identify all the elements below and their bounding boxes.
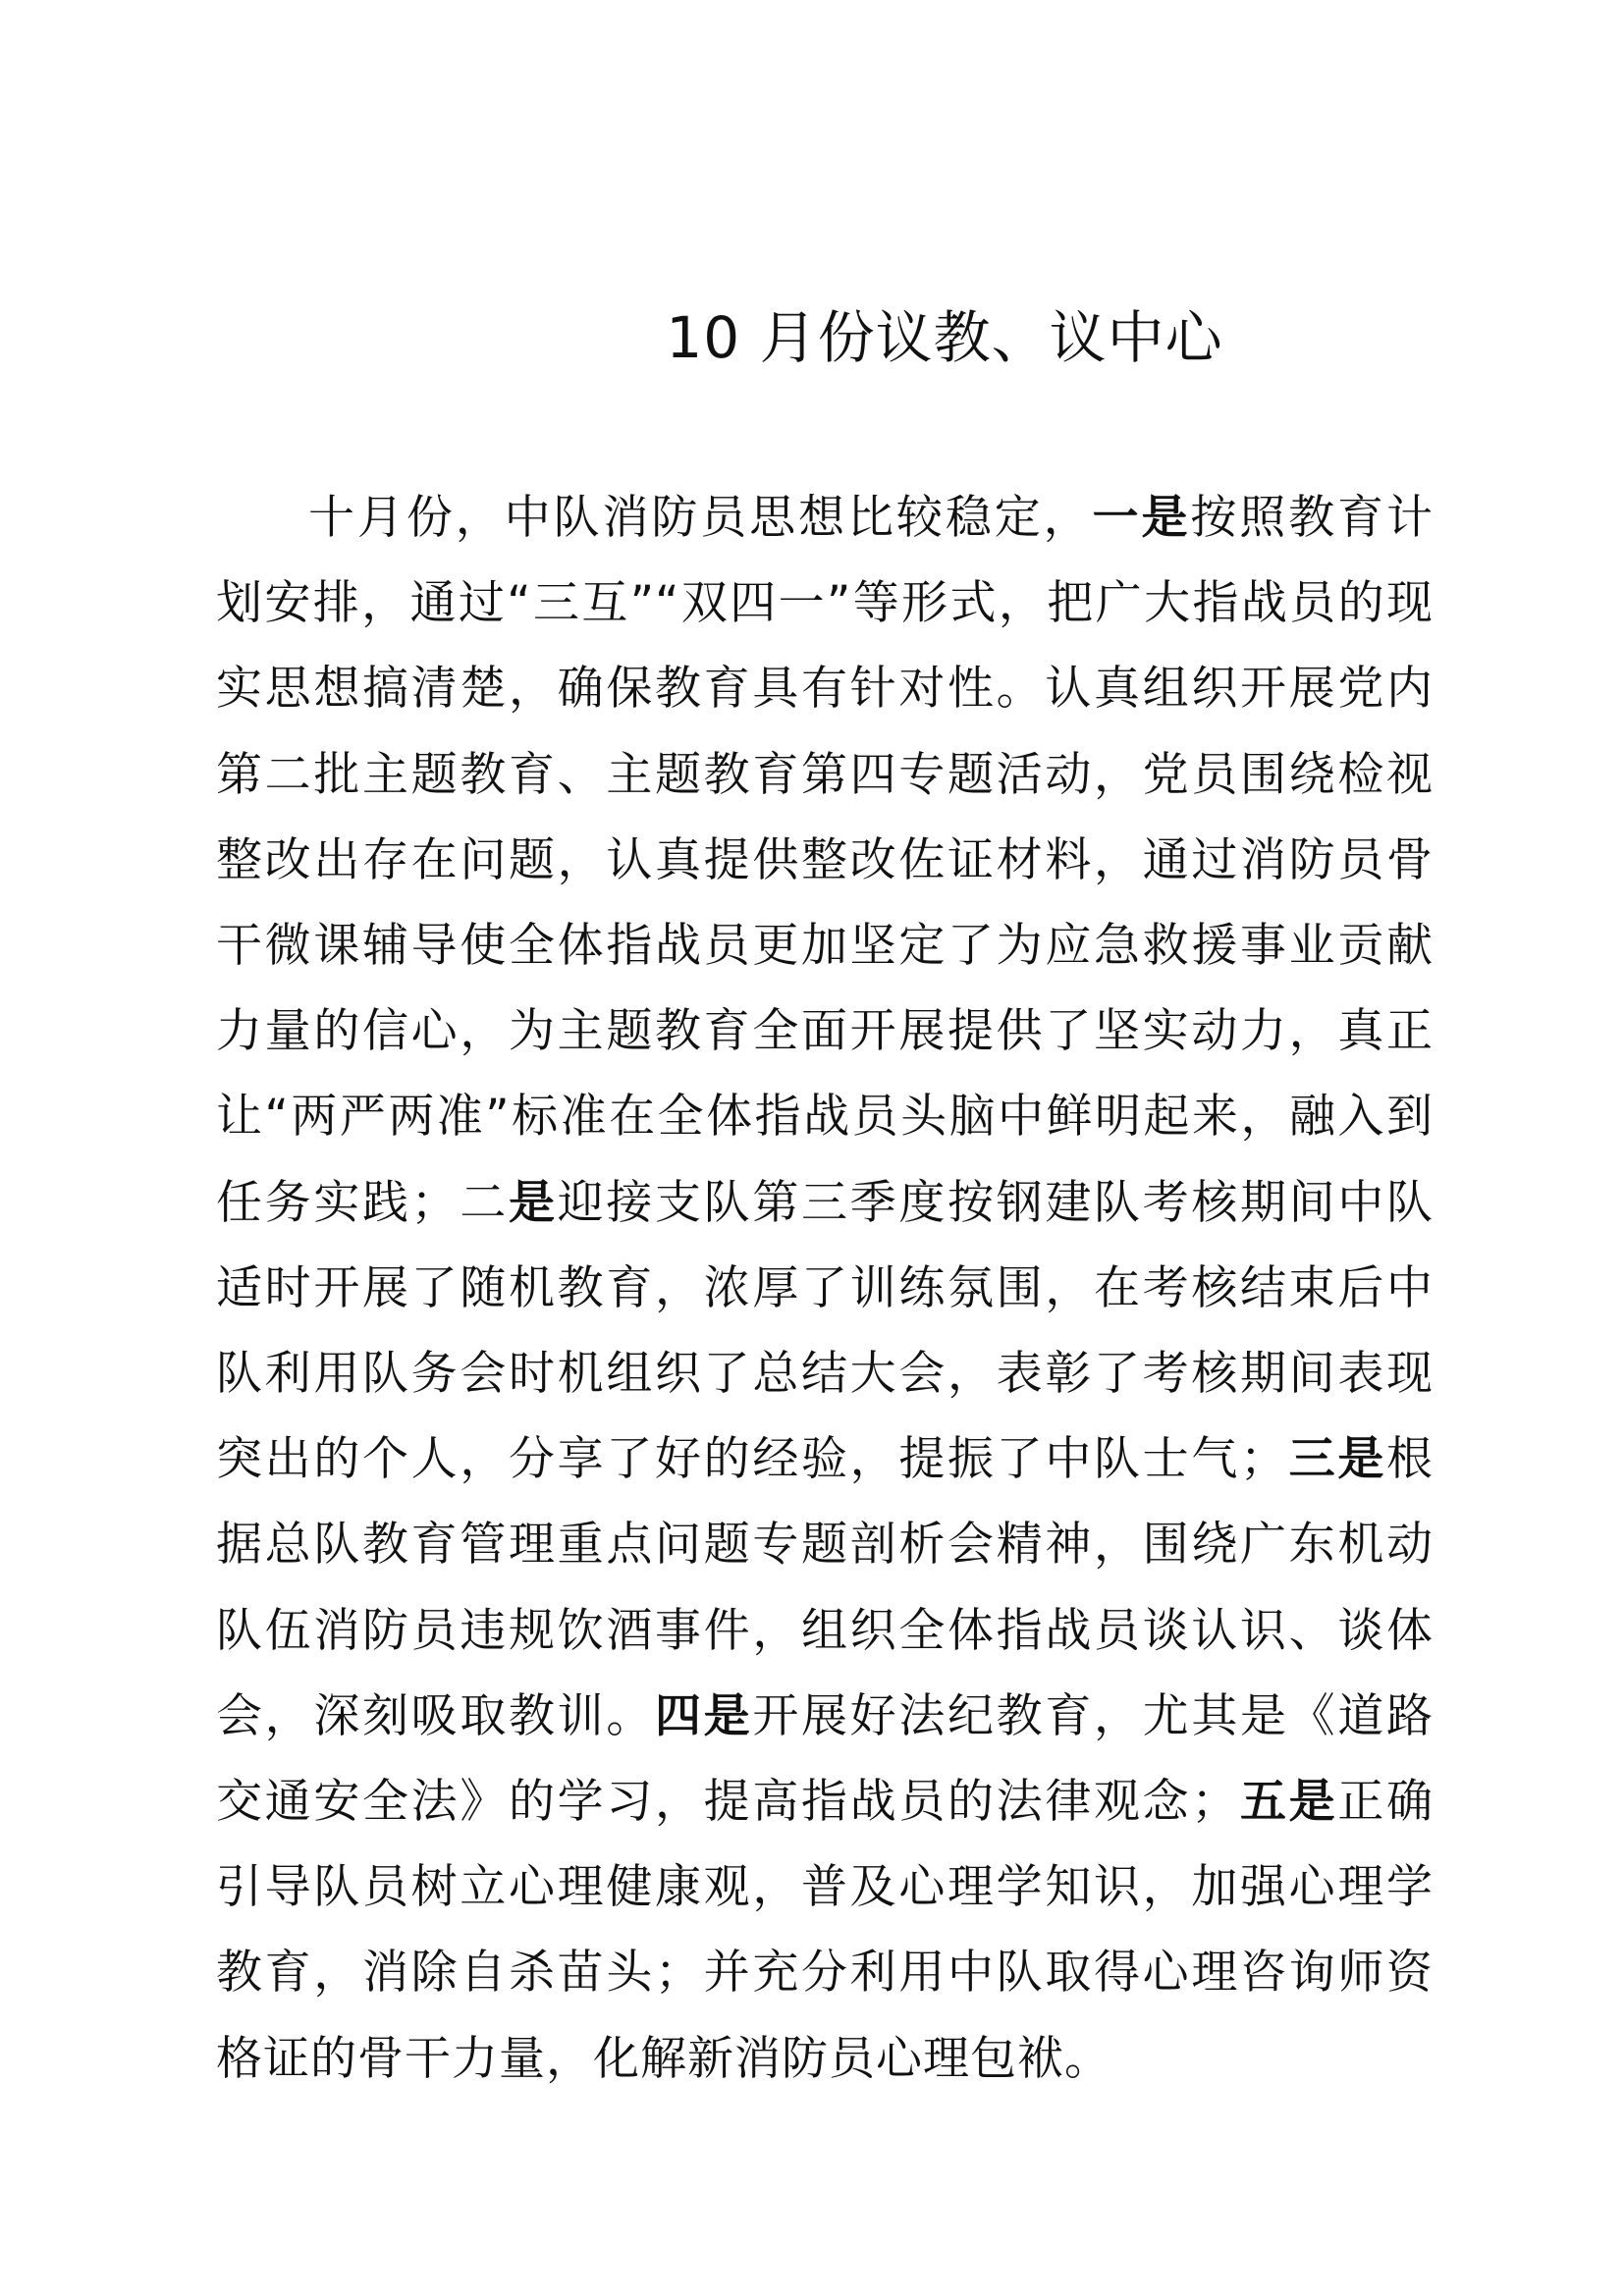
paragraph-run: 迎接支队第三季度按钢建队考核期间中队适时开展了随机教育，浓厚了训练氛围，在考核结束后中队利用队务会时机组织了总结大会，表彰了考核期间表现突出的个人，分享了好的经验，提振了中队士气；: [216, 1175, 1435, 1487]
paragraph-run-bold: 四是: [655, 1688, 753, 1743]
paragraph-run: 开展好法纪教育，尤其是《道路交通安全法》的学习，提高指战员的法律观念；: [216, 1688, 1435, 1830]
document-title: 10 月份议教、议中心: [666, 304, 1223, 371]
paragraph-run-bold: 五是: [1238, 1775, 1338, 1830]
paragraph-run-bold: 三是: [1287, 1432, 1387, 1487]
paragraph-run: 十月份，中队消防员思想比较稳定，: [308, 491, 1093, 545]
paragraph-run-bold: 是: [509, 1175, 558, 1230]
paragraph-run-bold: 一是: [1092, 491, 1191, 545]
paragraph-run: 正确引导队员树立心理健康观，普及心理学知识，加强心理学教育，消除自杀苗头；并充分利用中队取得心理咨询师资格证的骨干力量，化解新消防员心理包袱。: [216, 1775, 1435, 2086]
body-paragraph: [216, 475, 1434, 2102]
paragraph-run: 根据总队教育管理重点问题专题剖析会精神，围绕广东机动队伍消防员违规饮酒事件，组织全体指战员谈认识、谈体会，深刻吸取教训。: [216, 1432, 1435, 1743]
paragraph-run: 按照教育计划安排，通过“三互”“双四一”等形式，把广大指战员的现实思想搞清楚，确保教育具有针对性。认真组织开展党内第二批主题教育、主题教育第四专题活动，党员围绕检视整改出存在问题，认真提供整改佐证材料，通过消防员骨干微课辅导使全体指战员更加坚定了为应急救援事业贡献力量的信心，为主题教育全面开展提供了坚实动力，真正让“两严两准”标准在全体指战员头脑中鲜明起来，融入到任务实践；二: [216, 491, 1435, 1230]
